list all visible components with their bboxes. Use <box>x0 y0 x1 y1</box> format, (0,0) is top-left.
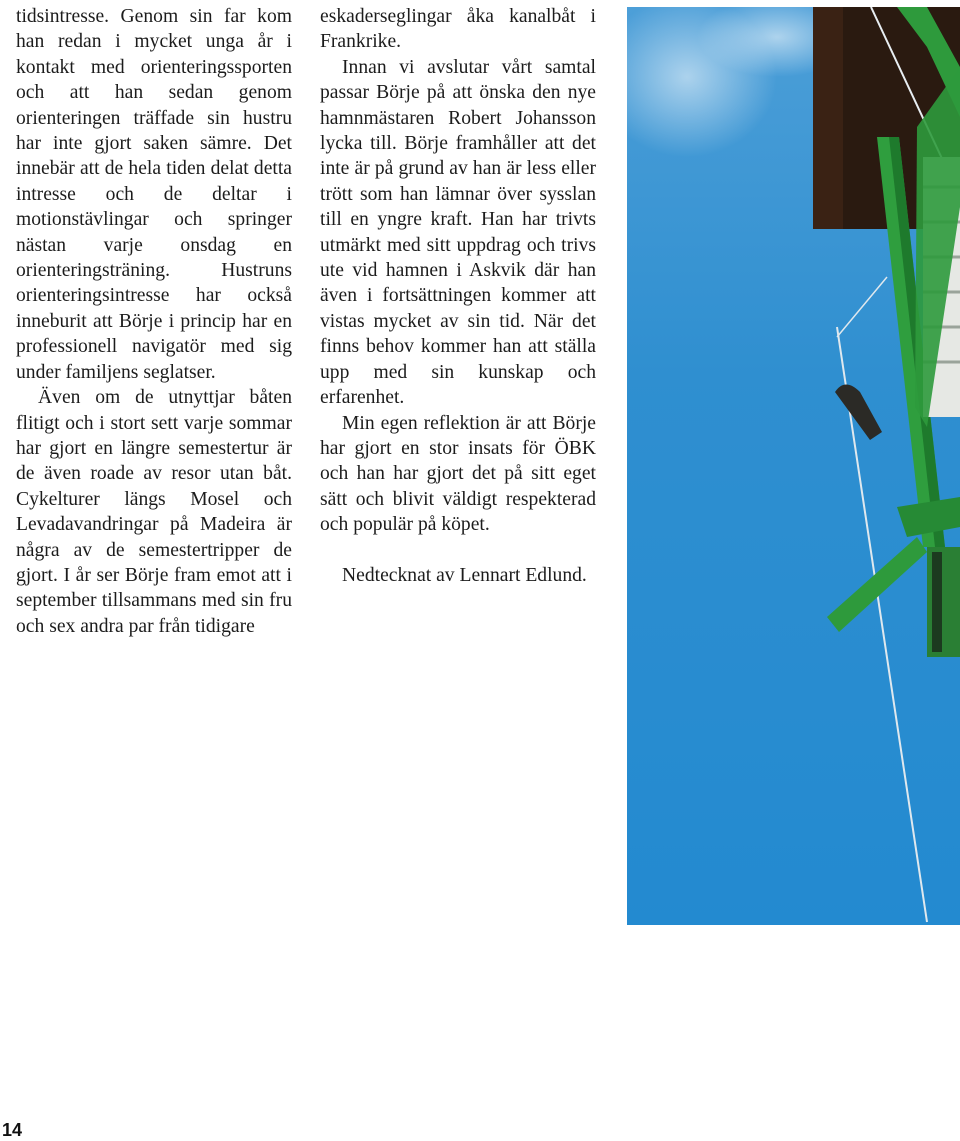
paragraph-kanalbat: eskaderseglingar åka kanalbåt i Frankrike. <box>320 6 596 53</box>
left-text-column <box>16 4 292 639</box>
crane-base <box>927 547 960 657</box>
middle-text-column <box>320 4 596 588</box>
crane-photo <box>627 7 960 925</box>
paragraph-travel: Även om de utnyttjar båten flitigt och i stort sett varje sommar har gjort en längre semestertur är de även roade av resor utan båt. Cykelturer längs Mosel och Levadavandringar på Madeira är några av de semestertripper de gjort. I år ser Börje fram emot att i september tillsammans med sin fru och sex andra par från tidigare <box>16 387 292 637</box>
paragraph-harbour-master: Innan vi avslutar vårt samtal passar Börje på att önska den nye hamnmästaren Robert Johansson lycka till. Börje framhåller att det inte är på grund av han är less eller trött som han lämnar över sysslan till en yngre kraft. Han har trivts utmärkt med sitt uppdrag och trivs ute vid hamnen i Askvik där han även i fortsättningen kommer att vistas mycket av sin tid. När det finns behov kommer han att ställa upp med sin kunskap och erfarenhet. <box>320 56 596 409</box>
paragraph-reflection: Min egen reflektion är att Börje har gjort en stor insats för ÖBK och han har gjort det på sitt eget sätt och blivit väldigt respekterad och populär på köpet. <box>320 412 596 536</box>
byline: Nedtecknat av Lennart Edlund. <box>342 564 587 586</box>
paragraph-continuation: tidsintresse. Genom sin far kom han redan i mycket unga år i kontakt med orienteringssporten och att han sedan genom orienteringen träffade sin hustru har inte gjort saken sämre. Det innebär att de hela tiden delat detta intresse och de deltar i motionstävlingar och springer nästan varje onsdag en orienteringsträning. Hustruns orienteringsintresse har också inneburit att Börje i princip har en professionell navigatör med sig under familjens seglatser. <box>16 6 292 383</box>
crane-illustration <box>627 7 960 925</box>
page-number: 14 <box>2 1120 23 1140</box>
